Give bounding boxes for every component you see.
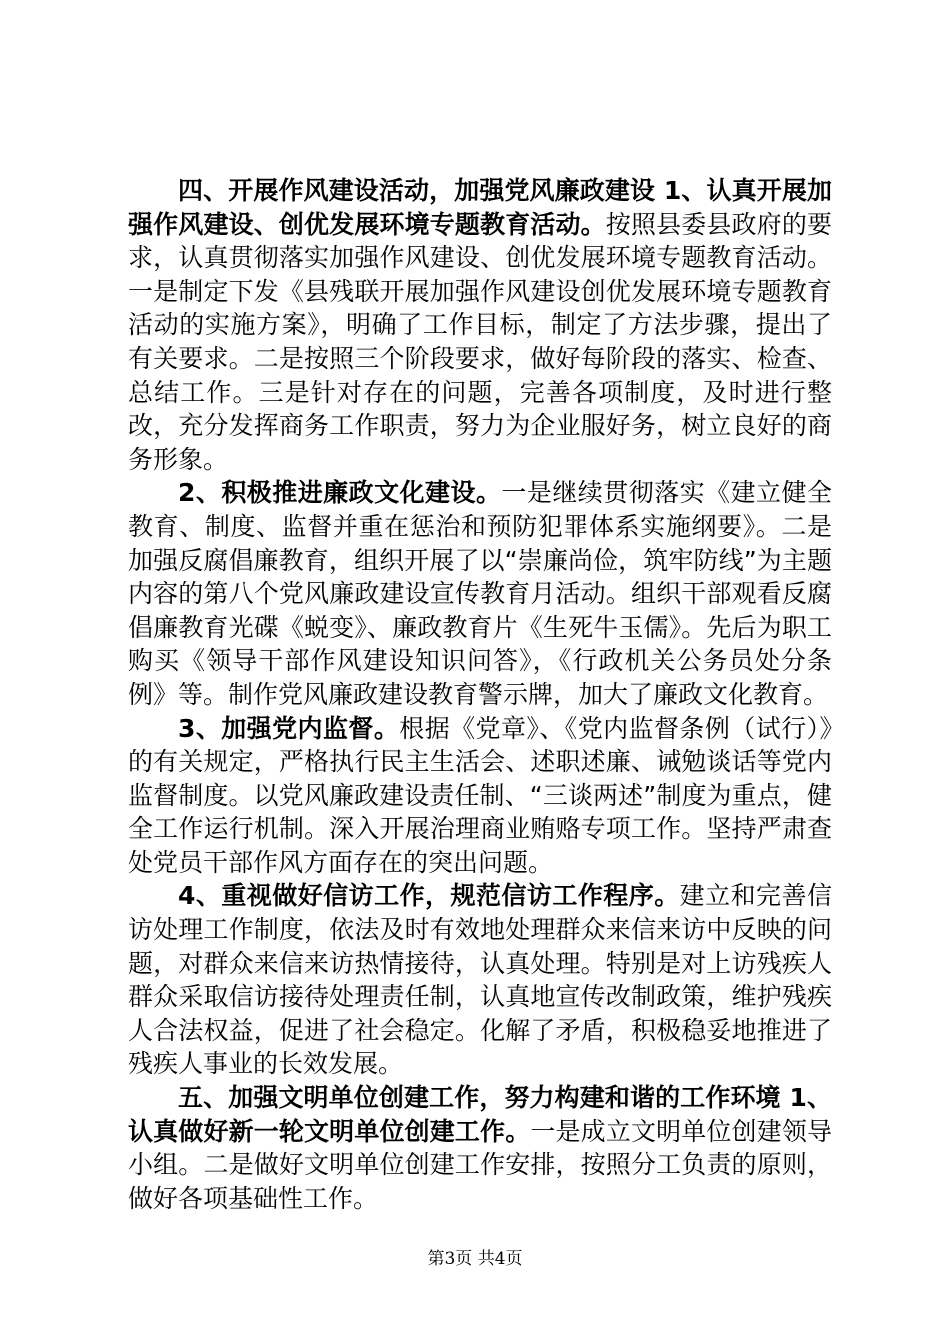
item-four-text: 建立和完善信访处理工作制度，依法及时有效地处理群众来信来访中反映的问题，对群众来信来访热情接待，认真处理。特别是对上访残疾人群众采取信访接待处理责任制，认真地宣传改制政策，维护残疾人合法权益，促进了社会稳定。化解了矛盾，积极稳妥地推进了残疾人事业的长效发展。	[128, 881, 832, 1079]
item-two-heading: 2、积极推进廉政文化建设。	[178, 478, 502, 508]
item-three-paragraph	[128, 712, 832, 880]
section-four-paragraph	[128, 174, 832, 476]
section-four-heading: 四、开展作风建设活动，加强党风廉政建设 1、认真开展加强作风建设、创优发展环境专题教育活动。	[128, 176, 832, 239]
item-three-heading: 3、加强党内监督。	[178, 713, 400, 743]
item-two-paragraph	[128, 476, 832, 711]
item-three-text: 根据《党章》、《党内监督条例（试行）》的有关规定，严格执行民主生活会、述职述廉、诫勉谈话等党内监督制度。以党风廉政建设责任制、“三谈两述”制度为重点，健全工作运行机制。深入开展治理商业贿赂专项工作。坚持严肃查处党员干部作风方面存在的突出问题。	[128, 713, 832, 877]
item-four-heading: 4、重视做好信访工作，规范信访工作程序。	[178, 881, 680, 911]
section-five-text: 一是成立文明单位创建领导小组。二是做好文明单位创建工作安排，按照分工负责的原则，做好各项基础性工作。	[128, 1116, 832, 1213]
item-four-paragraph	[128, 879, 832, 1081]
document-body	[128, 174, 832, 1215]
item-two-text: 一是继续贯彻落实《建立健全教育、制度、监督并重在惩治和预防犯罪体系实施纲要》。二是加强反腐倡廉教育，组织开展了以“崇廉尚俭，筑牢防线”为主题内容的第八个党风廉政建设宣传教育月活动。组织干部观看反腐倡廉教育光碟《蜕变》、廉政教育片《生死牛玉儒》。先后为职工购买《领导干部作风建设知识问答》，《行政机关公务员处分条例》等。制作党风廉政建设教育警示牌，加大了廉政文化教育。	[128, 478, 832, 709]
section-four-text: 按照县委县政府的要求，认真贯彻落实加强作风建设、创优发展环境专题教育活动。一是制定下发《县残联开展加强作风建设创优发展环境专题教育活动的实施方案》，明确了工作目标，制定了方法步骤，提出了有关要求。二是按照三个阶段要求，做好每阶段的落实、检查、总结工作。三是针对存在的问题，完善各项制度，及时进行整改，充分发挥商务工作职责，努力为企业服好务，树立良好的商务形象。	[128, 209, 832, 474]
section-five-heading: 五、加强文明单位创建工作，努力构建和谐的工作环境 1、认真做好新一轮文明单位创建工作。	[128, 1083, 832, 1146]
page-number-footer: 第3页 共4页	[427, 1249, 523, 1269]
section-five-paragraph	[128, 1081, 832, 1215]
